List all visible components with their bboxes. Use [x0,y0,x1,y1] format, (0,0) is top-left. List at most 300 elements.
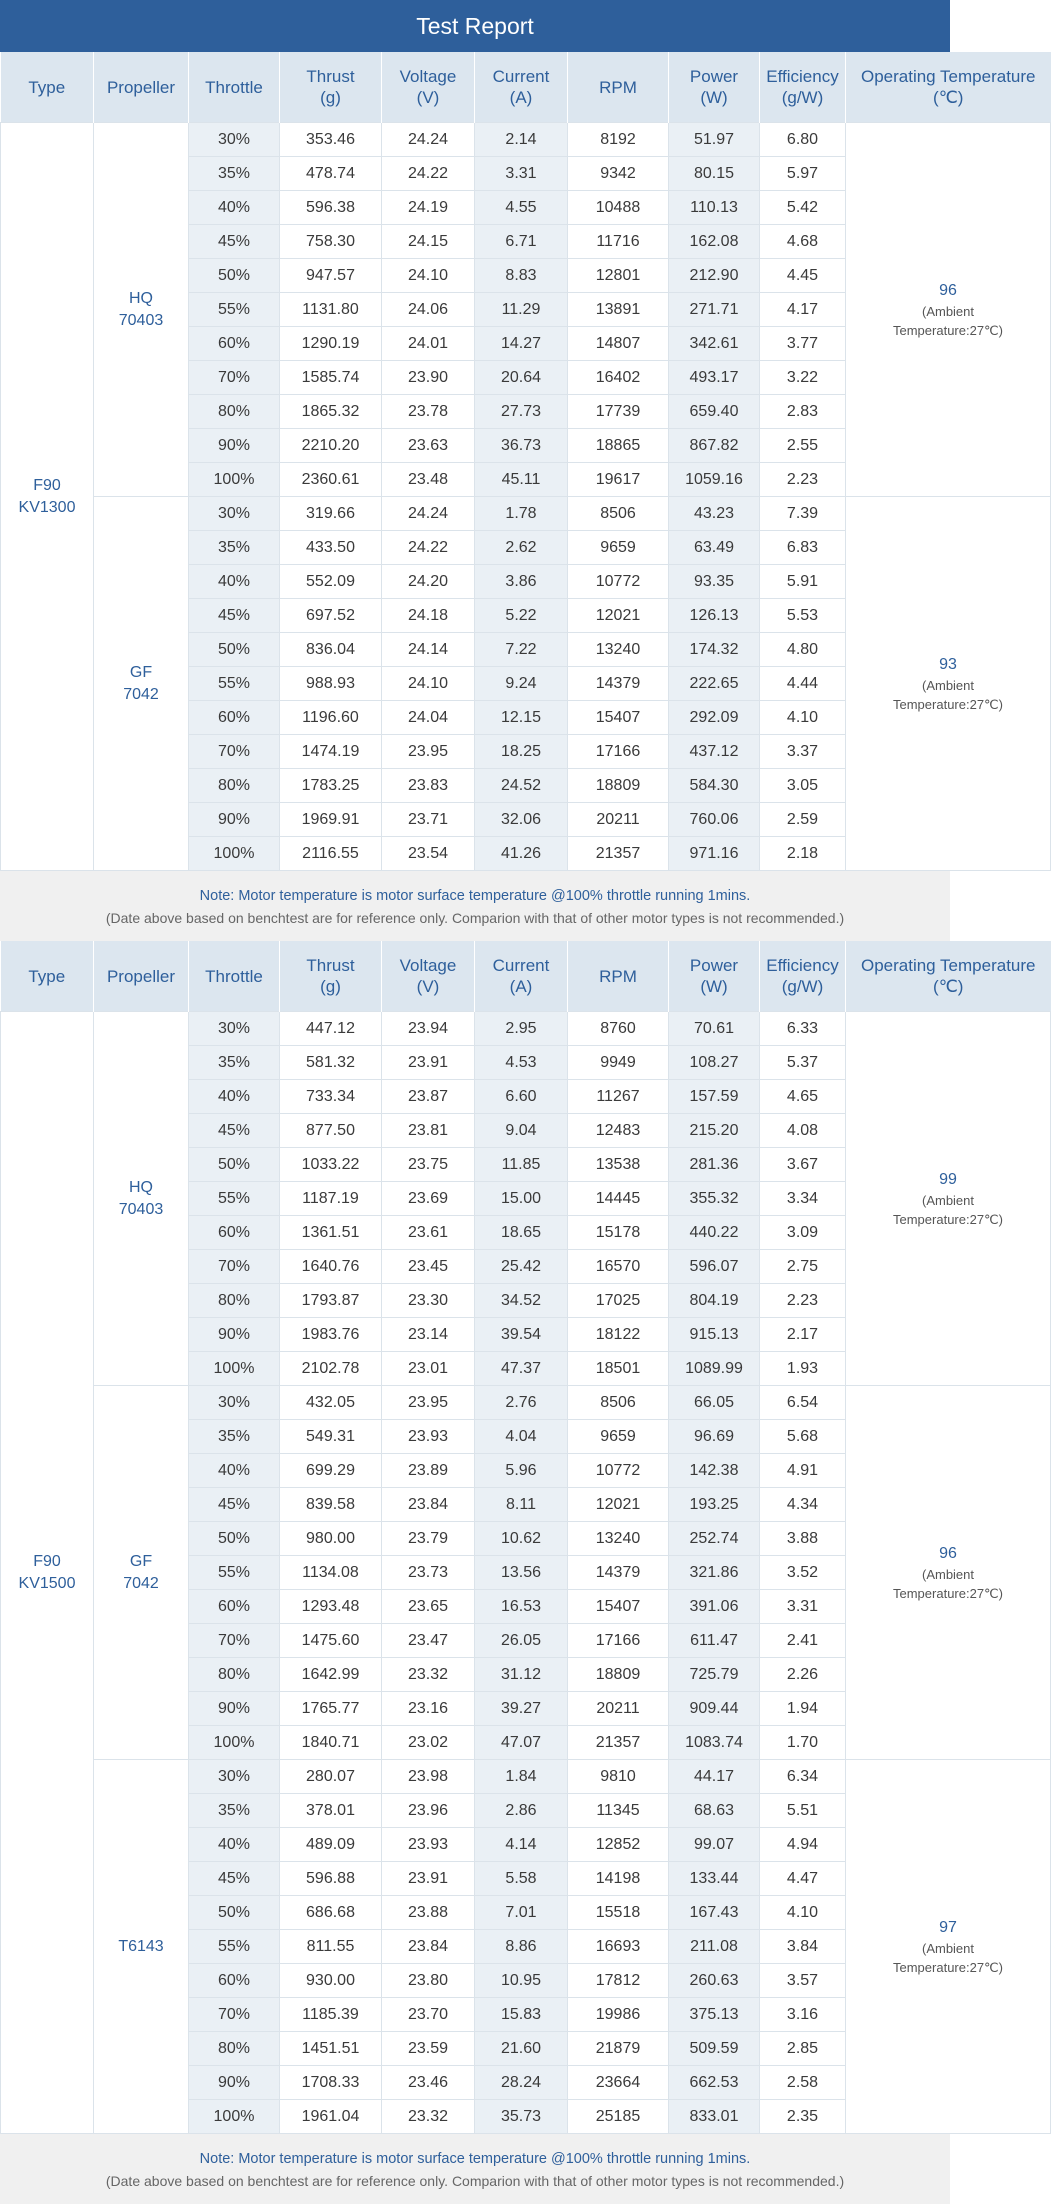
data-cell: 15407 [568,1590,669,1624]
data-cell: 3.16 [760,1998,846,2032]
operating-temperature-cell [846,123,1051,497]
data-cell: 23.65 [382,1590,475,1624]
data-cell: 55% [189,1930,280,1964]
data-cell: 50% [189,259,280,293]
column-header-label: Efficiency [766,956,839,975]
data-cell: 9659 [568,1420,669,1454]
propeller-label: HQ 70403 [118,289,164,329]
data-cell: 23.88 [382,1896,475,1930]
data-cell: 193.25 [669,1488,760,1522]
data-cell: 90% [189,803,280,837]
data-cell: 4.10 [760,1896,846,1930]
motor-type-label: F90 KV1300 [18,476,76,516]
data-cell: 23.32 [382,1658,475,1692]
data-cell: 375.13 [669,1998,760,2032]
data-cell: 1131.80 [280,293,382,327]
column-header [568,52,669,123]
data-cell: 5.97 [760,157,846,191]
data-cell: 839.58 [280,1488,382,1522]
column-header-unit: (W) [700,977,728,996]
data-cell: 80.15 [669,157,760,191]
column-header-unit: (℃) [933,88,964,107]
data-cell: 12483 [568,1114,669,1148]
data-cell: 36.73 [475,429,568,463]
column-header [1,52,94,123]
test-table [0,941,1051,2134]
data-cell: 4.10 [760,701,846,735]
data-cell: 23.83 [382,769,475,803]
column-header-label: Efficiency [766,67,839,86]
data-cell: 440.22 [669,1216,760,1250]
propeller-cell [94,1386,189,1760]
data-cell: 24.24 [382,123,475,157]
propeller-cell [94,123,189,497]
data-cell: 23.91 [382,1862,475,1896]
data-cell: 20211 [568,1692,669,1726]
data-cell: 90% [189,429,280,463]
data-cell: 45% [189,1488,280,1522]
data-cell: 9.04 [475,1114,568,1148]
data-cell: 30% [189,1760,280,1794]
column-header [94,52,189,123]
data-cell: 6.54 [760,1386,846,1420]
operating-temperature-cell [846,1012,1051,1386]
data-cell: 23.91 [382,1046,475,1080]
data-cell: 15.83 [475,1998,568,2032]
ambient-temperature-note: (Ambient Temperature:27℃) [893,677,1003,712]
footnote [0,2134,950,2204]
data-cell: 2210.20 [280,429,382,463]
data-cell: 23664 [568,2066,669,2100]
table-row [1,123,1051,157]
data-cell: 5.37 [760,1046,846,1080]
data-cell: 35.73 [475,2100,568,2134]
data-cell: 19986 [568,1998,669,2032]
data-cell: 23.78 [382,395,475,429]
column-header-label: Throttle [205,77,263,97]
propeller-label: HQ 70403 [118,1178,164,1218]
data-cell: 15.00 [475,1182,568,1216]
data-cell: 1.94 [760,1692,846,1726]
propeller-label: GF 7042 [123,1552,159,1592]
data-cell: 3.57 [760,1964,846,1998]
data-cell: 662.53 [669,2066,760,2100]
data-cell: 174.32 [669,633,760,667]
data-cell: 1033.22 [280,1148,382,1182]
data-cell: 5.58 [475,1862,568,1896]
data-cell: 1793.87 [280,1284,382,1318]
column-header-unit: (℃) [933,977,964,996]
data-cell: 1293.48 [280,1590,382,1624]
data-cell: 930.00 [280,1964,382,1998]
column-header-label: Throttle [205,966,263,986]
data-cell: 23.14 [382,1318,475,1352]
data-cell: 35% [189,1420,280,1454]
data-cell: 17025 [568,1284,669,1318]
data-cell: 8192 [568,123,669,157]
data-cell: 110.13 [669,191,760,225]
data-cell: 60% [189,1964,280,1998]
data-cell: 157.59 [669,1080,760,1114]
data-cell: 211.08 [669,1930,760,1964]
data-cell: 3.88 [760,1522,846,1556]
data-cell: 596.38 [280,191,382,225]
data-cell: 2.62 [475,531,568,565]
data-cell: 353.46 [280,123,382,157]
data-cell: 13240 [568,1522,669,1556]
data-cell: 2.23 [760,1284,846,1318]
table-body [1,123,1051,871]
data-cell: 51.97 [669,123,760,157]
data-cell: 1196.60 [280,701,382,735]
data-cell: 3.37 [760,735,846,769]
data-cell: 2.86 [475,1794,568,1828]
data-cell: 1585.74 [280,361,382,395]
data-cell: 2116.55 [280,837,382,871]
column-header [846,941,1051,1012]
data-cell: 30% [189,1386,280,1420]
data-cell: 611.47 [669,1624,760,1658]
data-cell: 60% [189,1216,280,1250]
column-header-label: Power [689,67,739,86]
data-cell: 16570 [568,1250,669,1284]
data-cell: 34.52 [475,1284,568,1318]
data-cell: 13891 [568,293,669,327]
data-cell: 260.63 [669,1964,760,1998]
propeller-label: T6143 [118,1937,164,1955]
column-header-label: RPM [599,77,637,97]
data-cell: 10772 [568,1454,669,1488]
header-row [1,941,1051,1012]
data-cell: 2.18 [760,837,846,871]
test-table [0,52,1051,871]
data-cell: 21.60 [475,2032,568,2066]
data-cell: 5.42 [760,191,846,225]
data-cell: 281.36 [669,1148,760,1182]
data-cell: 3.09 [760,1216,846,1250]
data-cell: 6.60 [475,1080,568,1114]
data-cell: 433.50 [280,531,382,565]
data-cell: 16402 [568,361,669,395]
data-cell: 8760 [568,1012,669,1046]
data-cell: 23.01 [382,1352,475,1386]
data-cell: 2.76 [475,1386,568,1420]
data-cell: 18809 [568,769,669,803]
data-cell: 70.61 [669,1012,760,1046]
data-cell: 6.83 [760,531,846,565]
data-cell: 14379 [568,667,669,701]
data-cell: 55% [189,1182,280,1216]
propeller-cell [94,1760,189,2134]
data-cell: 25185 [568,2100,669,2134]
data-cell: 24.14 [382,633,475,667]
data-cell: 1.78 [475,497,568,531]
data-cell: 14445 [568,1182,669,1216]
data-cell: 6.33 [760,1012,846,1046]
column-header [94,941,189,1012]
data-cell: 68.63 [669,1794,760,1828]
data-cell: 2.41 [760,1624,846,1658]
column-header-label: Operating Temperature [860,956,1036,975]
data-cell: 4.53 [475,1046,568,1080]
data-cell: 3.67 [760,1148,846,1182]
data-cell: 80% [189,1284,280,1318]
data-cell: 437.12 [669,735,760,769]
data-cell: 23.80 [382,1964,475,1998]
data-cell: 23.75 [382,1148,475,1182]
data-cell: 17166 [568,1624,669,1658]
data-cell: 14.27 [475,327,568,361]
table-row [1,1012,1051,1046]
data-cell: 378.01 [280,1794,382,1828]
column-header-unit: (g/W) [781,977,824,996]
propeller-label: GF 7042 [123,663,159,703]
data-cell: 23.84 [382,1488,475,1522]
data-cell: 167.43 [669,1896,760,1930]
data-cell: 21357 [568,1726,669,1760]
data-cell: 20211 [568,803,669,837]
data-cell: 4.65 [760,1080,846,1114]
data-cell: 2.35 [760,2100,846,2134]
data-cell: 447.12 [280,1012,382,1046]
column-header [1,941,94,1012]
data-cell: 1983.76 [280,1318,382,1352]
data-cell: 90% [189,1692,280,1726]
data-cell: 2.26 [760,1658,846,1692]
data-cell: 100% [189,837,280,871]
column-header-label: Thrust [306,67,355,86]
data-cell: 40% [189,1080,280,1114]
data-cell: 10.95 [475,1964,568,1998]
data-cell: 1474.19 [280,735,382,769]
data-cell: 66.05 [669,1386,760,1420]
data-cell: 162.08 [669,225,760,259]
data-cell: 18122 [568,1318,669,1352]
data-cell: 2.23 [760,463,846,497]
operating-temperature-cell [846,497,1051,871]
data-cell: 93.35 [669,565,760,599]
data-cell: 8.11 [475,1488,568,1522]
data-cell: 3.86 [475,565,568,599]
data-cell: 24.19 [382,191,475,225]
column-header [189,941,280,1012]
column-header-label: Propeller [106,77,176,97]
column-header-unit: (V) [416,977,440,996]
data-cell: 11.29 [475,293,568,327]
data-cell: 2360.61 [280,463,382,497]
data-cell: 80% [189,395,280,429]
data-cell: 23.93 [382,1420,475,1454]
data-cell: 50% [189,633,280,667]
data-cell: 2.55 [760,429,846,463]
data-cell: 14198 [568,1862,669,1896]
data-cell: 24.01 [382,327,475,361]
data-cell: 1708.33 [280,2066,382,2100]
data-cell: 23.63 [382,429,475,463]
data-cell: 552.09 [280,565,382,599]
data-cell: 804.19 [669,1284,760,1318]
data-cell: 17739 [568,395,669,429]
footnote-line-2: (Date above based on benchtest are for reference only. Comparion with that of other motor types is not recommended.) [105,910,845,926]
data-cell: 758.30 [280,225,382,259]
data-cell: 10.62 [475,1522,568,1556]
data-cell: 23.32 [382,2100,475,2134]
column-header [760,941,846,1012]
operating-temperature-value: 93 [939,655,957,673]
data-cell: 867.82 [669,429,760,463]
data-cell: 90% [189,2066,280,2100]
data-cell: 50% [189,1522,280,1556]
data-cell: 16.53 [475,1590,568,1624]
data-cell: 6.71 [475,225,568,259]
data-cell: 23.73 [382,1556,475,1590]
data-cell: 60% [189,701,280,735]
data-cell: 18.25 [475,735,568,769]
data-cell: 4.34 [760,1488,846,1522]
data-cell: 432.05 [280,1386,382,1420]
data-cell: 13240 [568,633,669,667]
data-cell: 1475.60 [280,1624,382,1658]
data-cell: 27.73 [475,395,568,429]
data-cell: 1059.16 [669,463,760,497]
data-cell: 24.06 [382,293,475,327]
data-cell: 24.10 [382,667,475,701]
data-cell: 100% [189,1352,280,1386]
data-cell: 5.68 [760,1420,846,1454]
data-cell: 909.44 [669,1692,760,1726]
data-cell: 55% [189,293,280,327]
data-cell: 478.74 [280,157,382,191]
data-cell: 584.30 [669,769,760,803]
column-header-label: Type [28,77,66,97]
data-cell: 47.07 [475,1726,568,1760]
column-header [475,941,568,1012]
operating-temperature-value: 99 [939,1170,957,1188]
column-header-label: Propeller [106,966,176,986]
data-cell: 23.47 [382,1624,475,1658]
data-cell: 4.08 [760,1114,846,1148]
data-cell: 811.55 [280,1930,382,1964]
data-cell: 1765.77 [280,1692,382,1726]
data-cell: 23.48 [382,463,475,497]
data-cell: 1185.39 [280,1998,382,2032]
column-header [475,52,568,123]
data-cell: 971.16 [669,837,760,871]
data-cell: 9949 [568,1046,669,1080]
data-cell: 836.04 [280,633,382,667]
column-header [669,941,760,1012]
data-cell: 1642.99 [280,1658,382,1692]
data-cell: 24.18 [382,599,475,633]
data-cell: 18.65 [475,1216,568,1250]
data-cell: 697.52 [280,599,382,633]
data-cell: 12021 [568,599,669,633]
data-cell: 23.96 [382,1794,475,1828]
data-cell: 13.56 [475,1556,568,1590]
data-cell: 35% [189,157,280,191]
data-cell: 23.71 [382,803,475,837]
motor-type-cell [1,1012,94,2134]
data-cell: 23.79 [382,1522,475,1556]
data-cell: 947.57 [280,259,382,293]
data-cell: 489.09 [280,1828,382,1862]
table-header [1,52,1051,123]
data-cell: 26.05 [475,1624,568,1658]
data-cell: 1969.91 [280,803,382,837]
propeller-cell [94,497,189,871]
data-cell: 39.27 [475,1692,568,1726]
column-header-unit: (W) [700,88,728,107]
data-cell: 3.05 [760,769,846,803]
data-cell: 596.07 [669,1250,760,1284]
data-cell: 23.16 [382,1692,475,1726]
data-cell: 1783.25 [280,769,382,803]
data-cell: 4.45 [760,259,846,293]
data-cell: 215.20 [669,1114,760,1148]
motor-type-cell [1,123,94,871]
column-header [280,52,382,123]
table-row [1,1760,1051,1794]
data-cell: 60% [189,1590,280,1624]
table-body [1,1012,1051,2134]
data-cell: 280.07 [280,1760,382,1794]
data-cell: 18501 [568,1352,669,1386]
data-cell: 30% [189,497,280,531]
data-cell: 133.44 [669,1862,760,1896]
operating-temperature-cell [846,1386,1051,1760]
data-cell: 18865 [568,429,669,463]
column-header-label: Voltage [399,67,457,86]
data-cell: 23.30 [382,1284,475,1318]
data-cell: 30% [189,1012,280,1046]
data-cell: 11716 [568,225,669,259]
data-cell: 355.32 [669,1182,760,1216]
data-cell: 3.77 [760,327,846,361]
data-cell: 14379 [568,1556,669,1590]
data-cell: 9342 [568,157,669,191]
column-header-unit: (g/W) [781,88,824,107]
data-cell: 2.14 [475,123,568,157]
data-cell: 7.22 [475,633,568,667]
data-cell: 80% [189,2032,280,2066]
data-cell: 100% [189,2100,280,2134]
data-cell: 14807 [568,327,669,361]
data-cell: 1961.04 [280,2100,382,2134]
data-cell: 4.04 [475,1420,568,1454]
data-cell: 31.12 [475,1658,568,1692]
data-cell: 1.70 [760,1726,846,1760]
data-cell: 9810 [568,1760,669,1794]
column-header-label: Power [689,956,739,975]
data-cell: 12021 [568,1488,669,1522]
data-cell: 108.27 [669,1046,760,1080]
data-cell: 4.94 [760,1828,846,1862]
data-cell: 70% [189,361,280,395]
data-cell: 2.75 [760,1250,846,1284]
data-cell: 40% [189,1454,280,1488]
data-cell: 24.22 [382,157,475,191]
data-cell: 8.83 [475,259,568,293]
data-cell: 23.98 [382,1760,475,1794]
data-cell: 44.17 [669,1760,760,1794]
data-cell: 43.23 [669,497,760,531]
data-cell: 4.44 [760,667,846,701]
data-cell: 50% [189,1148,280,1182]
data-cell: 2.95 [475,1012,568,1046]
data-cell: 549.31 [280,1420,382,1454]
data-cell: 1865.32 [280,395,382,429]
data-cell: 1290.19 [280,327,382,361]
